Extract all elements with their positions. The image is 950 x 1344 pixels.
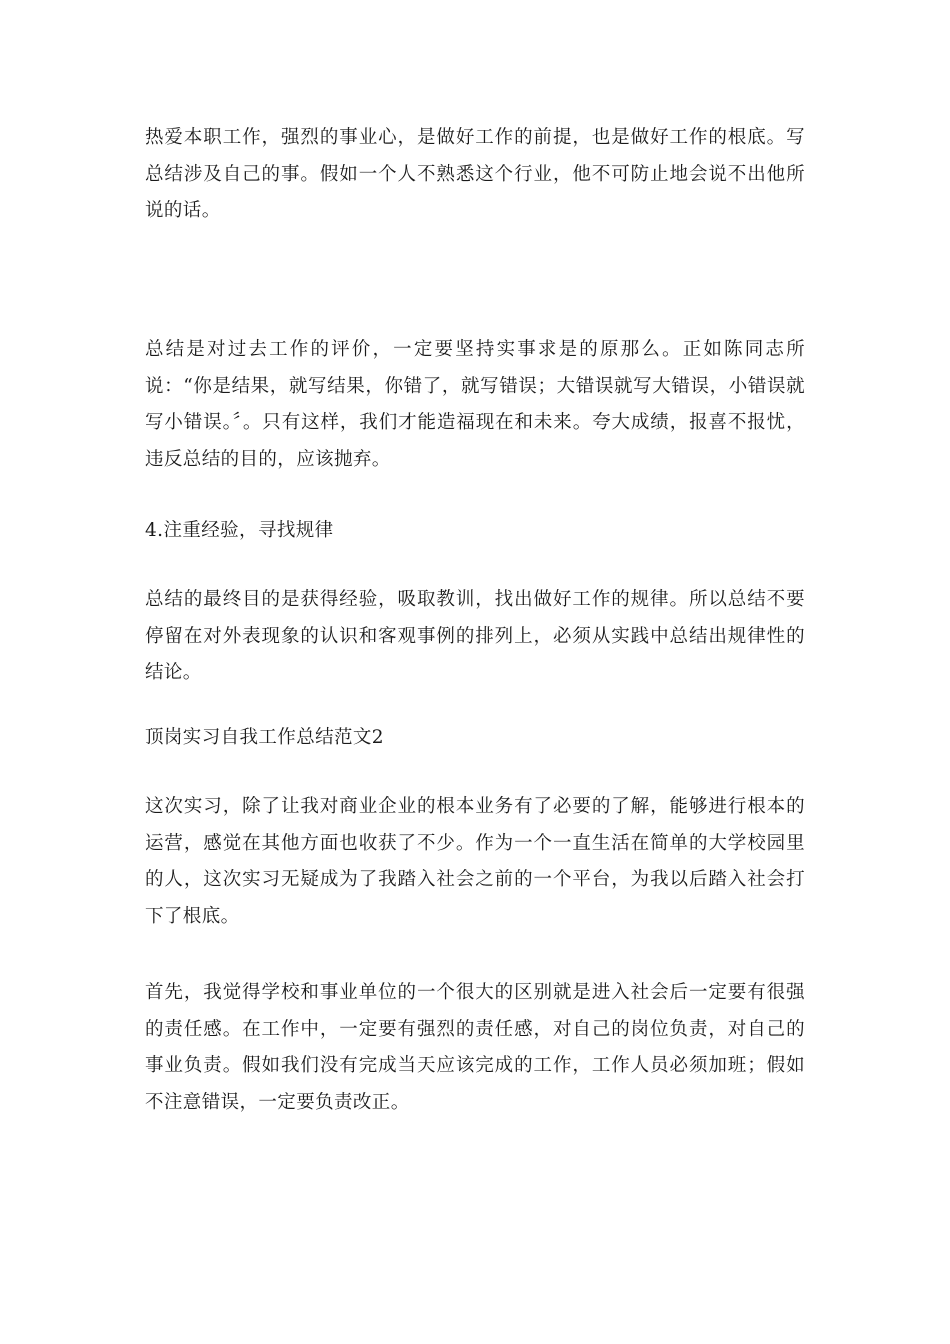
paragraph-internship-gains: 这次实习，除了让我对商业企业的根本业务有了必要的了解，能够进行根本的运营，感觉在其他方面也收获了不少。作为一个一直生活在简单的大学校园里的人，这次实习无疑成为了我踏入社会之前的一个平台，为我以后踏入社会打下了根底。 [145, 796, 805, 927]
section-heading-experience: 4.注重经验，寻找规律 [145, 520, 334, 541]
paragraph-find-patterns: 总结的最终目的是获得经验，吸取教训，找出做好工作的规律。所以总结不要停留在对外表现象的认识和客观事例的排列上，必须从实践中总结出规律性的结论。 [145, 589, 805, 684]
paragraph-truthful-evaluation: 总结是对过去工作的评价，一定要坚持实事求是的原那么。正如陈同志所说：“你是结果，就写结果，你错了，就写错误；大错误就写大错误，小错误就写小错误。〞。只有这样，我们才能造福现在和未来。夸大成绩，报喜不报忧，违反总结的目的，应该抛弃。 [145, 339, 805, 470]
paragraph-work-passion: 热爱本职工作，强烈的事业心，是做好工作的前提，也是做好工作的根底。写总结涉及自己的事。假如一个人不熟悉这个行业，他不可防止地会说不出他所说的话。 [145, 127, 805, 222]
section-heading-sample-2: 顶岗实习自我工作总结范文2 [145, 727, 384, 748]
paragraph-responsibility: 首先，我觉得学校和事业单位的一个很大的区别就是进入社会后一定要有很强的责任感。在工作中，一定要有强烈的责任感，对自己的岗位负责，对自己的事业负责。假如我们没有完成当天应该完成的工作，工作人员必须加班；假如不注意错误，一定要负责改正。 [145, 982, 805, 1113]
